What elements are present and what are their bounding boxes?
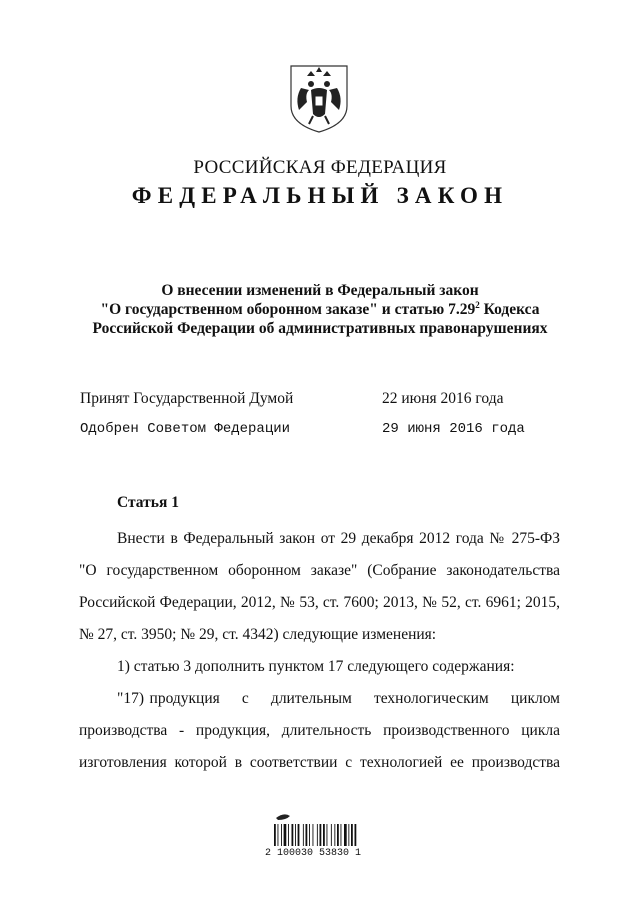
barcode-number: 2 100030 53830 1 bbox=[265, 848, 362, 859]
body-line: "17) продукция с длительным технологическим циклом bbox=[117, 690, 560, 707]
duma-date: 22 июня 2016 года bbox=[382, 390, 504, 407]
coat-of-arms-emblem bbox=[287, 62, 351, 134]
superscript: 2 bbox=[475, 299, 480, 310]
law-title-line-3: Российской Федерации об административных правонарушениях bbox=[92, 320, 548, 337]
duma-label: Принят Государственной Думой bbox=[80, 390, 294, 407]
law-title-line-2: "О государственном оборонном заказе" и статью 7.29$^2$ Кодекса bbox=[100, 299, 540, 318]
body-line: изготовления которой в соответствии с технологией ее производства bbox=[79, 754, 560, 771]
article-body bbox=[79, 530, 560, 786]
document-type-heading: ФЕДЕРАЛЬНЫЙ ЗАКОН bbox=[131, 183, 509, 208]
body-line: Внести в Федеральный закон от 29 декабря 2012 года № 275-ФЗ bbox=[117, 530, 560, 547]
council-date: 29 июня 2016 года bbox=[382, 421, 525, 437]
body-line: "О государственном оборонном заказе" (Собрание законодательства bbox=[79, 562, 560, 579]
law-title-line-1: О внесении изменений в Федеральный закон bbox=[161, 282, 479, 299]
body-line: 1) статью 3 дополнить пунктом 17 следующего содержания: bbox=[117, 658, 515, 675]
body-line: Российской Федерации, 2012, № 53, ст. 7600; 2013, № 52, ст. 6961; 2015, bbox=[79, 594, 560, 611]
article-heading: Статья 1 bbox=[117, 494, 179, 511]
body-line: № 27, ст. 3950; № 29, ст. 4342) следующие изменения: bbox=[79, 626, 437, 643]
barcode bbox=[270, 810, 370, 850]
country-heading: РОССИЙСКАЯ ФЕДЕРАЦИЯ bbox=[193, 157, 447, 178]
law-title bbox=[0, 281, 640, 338]
council-label: Одобрен Советом Федерации bbox=[80, 421, 291, 437]
body-line: производства - продукция, длительность производственного цикла bbox=[79, 722, 560, 739]
